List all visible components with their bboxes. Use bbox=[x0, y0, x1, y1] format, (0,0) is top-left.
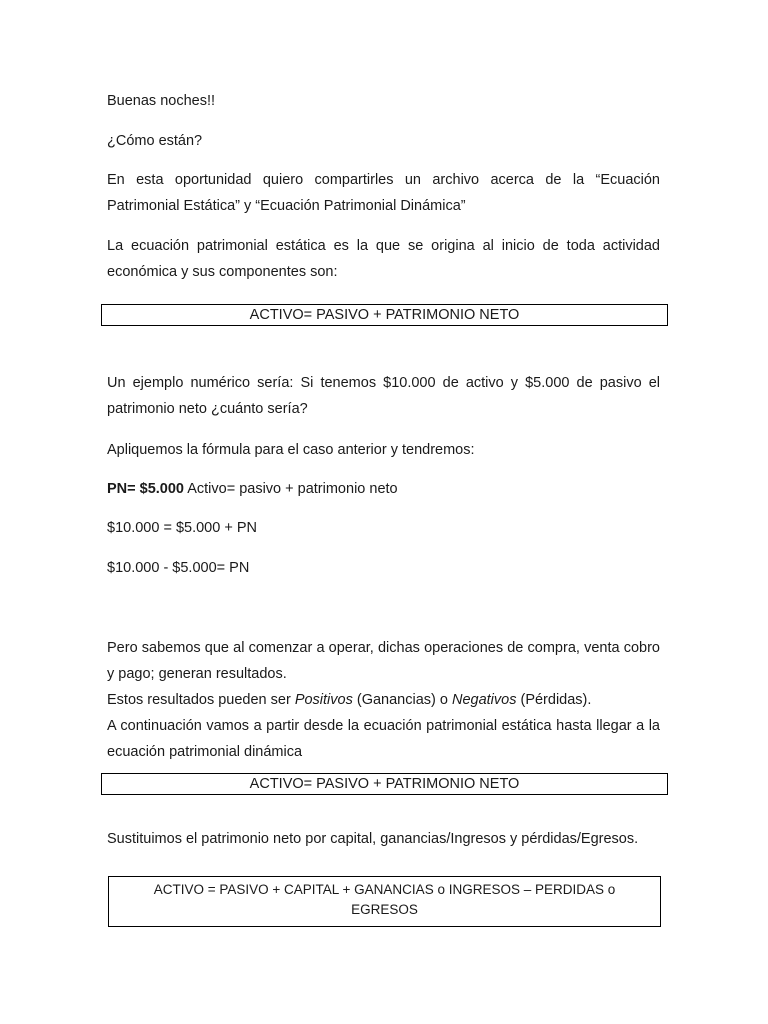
positive-word: Positivos bbox=[294, 692, 353, 708]
formula-static-text: ACTIVO= PASIVO + PATRIMONIO NETO bbox=[249, 307, 520, 323]
results-mid: (Ganancias) o bbox=[352, 692, 452, 708]
substitute-paragraph: Sustituimos el patrimonio neto por capital, ganancias/Ingresos y pérdidas/Egresos. bbox=[107, 831, 639, 847]
formula-box-static-2 bbox=[101, 773, 668, 795]
results-pre: Estos resultados pueden ser bbox=[107, 692, 295, 708]
pn-result-rest: Activo= pasivo + patrimonio neto bbox=[184, 481, 398, 497]
formula-box-dynamic bbox=[108, 876, 661, 927]
intro-paragraph: En esta oportunidad quiero compartirles un archivo acerca de la “Ecuación Patrimonial Estática” y “Ecuación Patrimonial Dinámica” bbox=[107, 172, 660, 214]
pn-result-line bbox=[107, 476, 660, 502]
results-post: (Pérdidas). bbox=[516, 692, 592, 708]
results-intro-paragraph: Pero sabemos que al comenzar a operar, dichas operaciones de compra, venta cobro y pago; generan resultados. bbox=[107, 640, 660, 682]
formula-dynamic-text: ACTIVO = PASIVO + CAPITAL + GANANCIAS o INGRESOS – PERDIDAS o EGRESOS bbox=[153, 882, 616, 917]
pn-result-bold: PN= $5.000 bbox=[107, 481, 184, 497]
calculation-step-2: $10.000 - $5.000= PN bbox=[107, 560, 250, 576]
greeting-text: Buenas noches!! bbox=[107, 93, 216, 109]
static-definition-paragraph: La ecuación patrimonial estática es la que se origina al inicio de toda actividad económica y sus componentes son: bbox=[107, 238, 660, 280]
question-text: ¿Cómo están? bbox=[107, 133, 203, 149]
negative-word: Negativos bbox=[451, 692, 517, 708]
results-types-line bbox=[107, 687, 660, 713]
apply-formula-text: Apliquemos la fórmula para el caso anterior y tendremos: bbox=[107, 442, 475, 458]
example-question-paragraph: Un ejemplo numérico sería: Si tenemos $10.000 de activo y $5.000 de pasivo el patrimonio neto ¿cuánto sería? bbox=[107, 375, 660, 417]
calculation-step-1: $10.000 = $5.000 + PN bbox=[107, 520, 257, 536]
formula-static-2-text: ACTIVO= PASIVO + PATRIMONIO NETO bbox=[249, 776, 520, 792]
continue-paragraph: A continuación vamos a partir desde la ecuación patrimonial estática hasta llegar a la ecuación patrimonial dinámica bbox=[107, 718, 660, 760]
formula-box-static bbox=[101, 304, 668, 326]
